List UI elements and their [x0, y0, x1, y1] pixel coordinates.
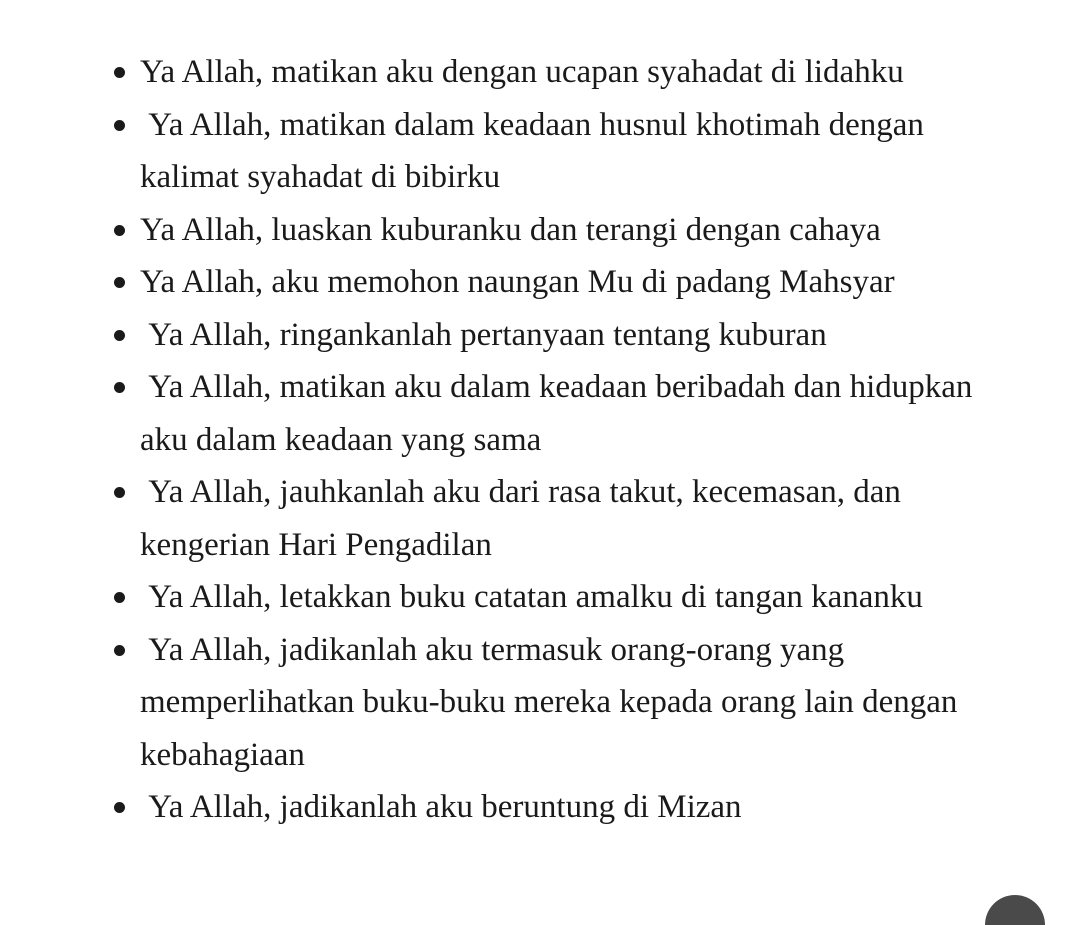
list-item-text: Ya Allah, matikan dalam keadaan husnul khotimah dengan kalimat syahadat di bibirku [140, 106, 933, 195]
list-item-text: Ya Allah, luaskan kuburanku dan terangi dengan cahaya [140, 211, 881, 248]
list-item [140, 781, 990, 834]
scroll-up-button[interactable] [985, 895, 1045, 925]
list-item [140, 466, 990, 571]
list-item [140, 46, 990, 99]
prayer-list [140, 46, 990, 834]
list-item-text: Ya Allah, matikan aku dengan ucapan syahadat di lidahku [140, 54, 904, 90]
list-item-text: Ya Allah, jadikanlah aku termasuk orang-orang yang memperlihatkan buku-buku mereka kepada orang lain dengan kebahagiaan [140, 631, 966, 773]
list-item-text: Ya Allah, matikan aku dalam keadaan beribadah dan hidupkan aku dalam keadaan yang sama [140, 369, 981, 458]
list-item [140, 204, 990, 257]
bullet-icon [114, 382, 125, 393]
list-item-text: Ya Allah, ringankanlah pertanyaan tentang kuburan [140, 316, 827, 353]
bullet-icon [114, 67, 125, 78]
list-item-text: Ya Allah, jadikanlah aku beruntung di Mizan [140, 789, 742, 825]
bullet-icon [114, 592, 125, 603]
bullet-icon [114, 487, 125, 498]
list-item [140, 624, 990, 782]
list-item-text: Ya Allah, jauhkanlah aku dari rasa takut, kecemasan, dan kengerian Hari Pengadilan [140, 474, 910, 563]
bullet-icon [114, 120, 125, 131]
list-item [140, 309, 990, 362]
list-item [140, 571, 990, 624]
list-item-text: Ya Allah, letakkan buku catatan amalku di tangan kananku [140, 579, 923, 615]
bullet-icon [114, 802, 125, 813]
list-item [140, 99, 990, 204]
bullet-icon [114, 645, 125, 656]
bullet-icon [114, 330, 125, 341]
list-item [140, 361, 990, 466]
list-item [140, 256, 990, 309]
bullet-icon [114, 277, 125, 288]
list-item-text: Ya Allah, aku memohon naungan Mu di padang Mahsyar [140, 264, 895, 300]
bullet-icon [114, 225, 125, 236]
